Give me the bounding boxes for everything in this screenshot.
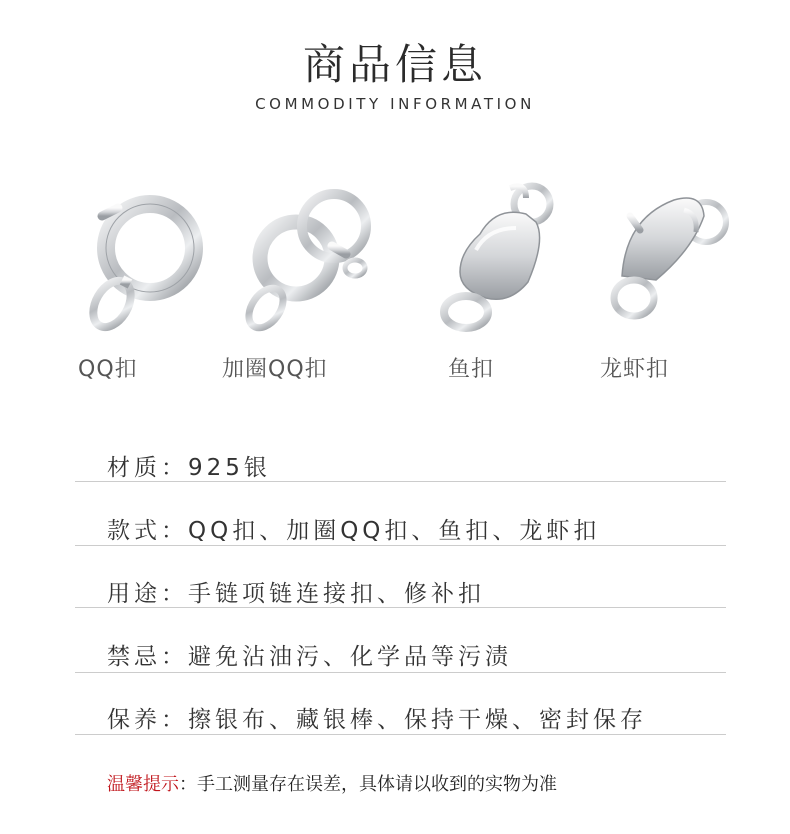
spec-material bbox=[107, 449, 271, 482]
lobster-clasp-icon bbox=[600, 180, 770, 340]
spec-value: 避免沾油污、化学品等污渍 bbox=[188, 644, 512, 670]
spec-usage bbox=[107, 575, 485, 608]
spec-value: 925银 bbox=[188, 455, 271, 481]
divider bbox=[75, 734, 726, 735]
spec-label: 材质： bbox=[107, 455, 188, 481]
warm-tip-separator: ： bbox=[179, 774, 197, 795]
product-name: 加圈QQ扣 bbox=[222, 357, 328, 382]
divider bbox=[75, 672, 726, 673]
product-fish-clasp bbox=[430, 180, 600, 340]
divider bbox=[75, 481, 726, 482]
spec-care bbox=[107, 701, 647, 734]
product-name: 鱼扣 bbox=[448, 357, 495, 382]
spec-label: 保养： bbox=[107, 707, 188, 733]
product-name: 龙虾扣 bbox=[600, 357, 670, 382]
spring-ring-clasp-with-jump-ring-icon bbox=[230, 180, 400, 340]
spring-ring-clasp-icon bbox=[62, 180, 232, 340]
product-lobster-clasp bbox=[600, 180, 770, 340]
product-spring-ring-clasp bbox=[62, 180, 232, 340]
fish-clasp-icon bbox=[430, 180, 600, 340]
page-subtitle: COMMODITY INFORMATION bbox=[255, 95, 535, 113]
warm-tip-label: 温馨提示 bbox=[107, 774, 179, 795]
spec-taboo bbox=[107, 638, 512, 671]
page-title: 商品信息 bbox=[302, 40, 487, 89]
warm-tip bbox=[107, 770, 557, 796]
spec-label: 款式： bbox=[107, 518, 188, 544]
spec-value: QQ扣、加圈QQ扣、鱼扣、龙虾扣 bbox=[188, 518, 601, 544]
spec-value: 手链项链连接扣、修补扣 bbox=[188, 581, 485, 607]
spec-value: 擦银布、藏银棒、保持干燥、密封保存 bbox=[188, 707, 647, 733]
divider bbox=[75, 607, 726, 608]
warm-tip-text: 手工测量存在误差，具体请以收到的实物为准 bbox=[197, 774, 557, 795]
divider bbox=[75, 545, 726, 546]
product-name: QQ扣 bbox=[78, 357, 138, 382]
spec-label: 禁忌： bbox=[107, 644, 188, 670]
product-spring-ring-clasp-with-ring bbox=[230, 180, 400, 340]
spec-label: 用途： bbox=[107, 581, 188, 607]
spec-style bbox=[107, 512, 600, 545]
